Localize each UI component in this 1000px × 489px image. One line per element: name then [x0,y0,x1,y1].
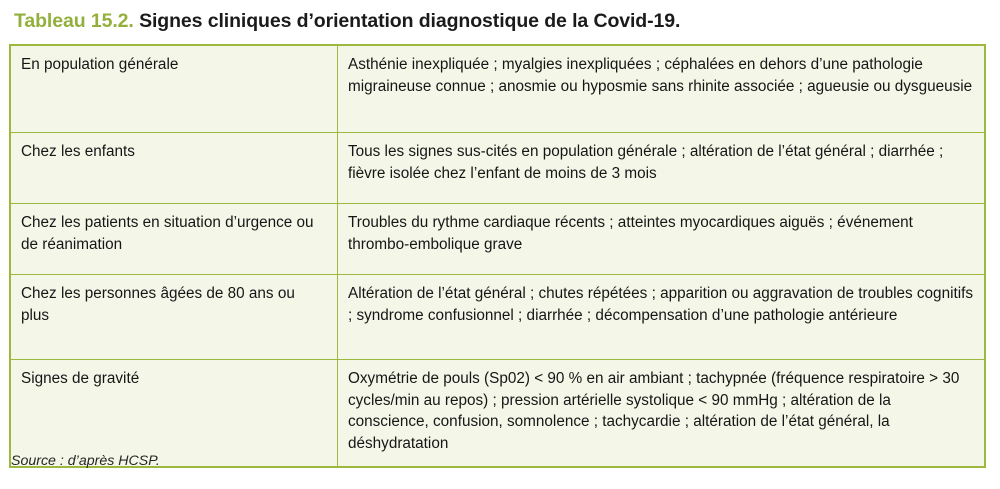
cell-category: Chez les patients en situation d’urgence ou de réanimation [10,204,338,275]
table-row [10,360,985,468]
table-row [10,133,985,204]
cell-signs: Tous les signes sus-cités en population générale ; altération de l’état général ; diarrhée ; fièvre isolée chez l’enfant de moins de 3 mois [338,133,986,204]
table-row [10,275,985,360]
cell-signs: Asthénie inexpliquée ; myalgies inexpliquées ; céphalées en dehors d’une pathologie migraineuse connue ; anosmie ou hyposmie sans rhinite associée ; agueusie ou dysgueusie [338,45,986,133]
cell-category: Chez les personnes âgées de 80 ans ou plus [10,275,338,360]
table-number-label: Tableau 15.2. [14,10,134,32]
clinical-signs-table-container [9,44,986,468]
table-row [10,45,985,133]
cell-signs: Oxymétrie de pouls (Sp02) < 90 % en air ambiant ; tachypnée (fréquence respiratoire > 30 cycles/min au repos) ; pression artérielle systolique < 90 mmHg ; altération de la conscience, confusion, somnolence ; tachycardie ; altération de l’état général, la déshydratation [338,360,986,468]
table-row [10,204,985,275]
source-note: Source : d’après HCSP. [11,453,160,469]
cell-category: Chez les enfants [10,133,338,204]
clinical-signs-table [9,44,986,468]
cell-signs: Altération de l’état général ; chutes répétées ; apparition ou aggravation de troubles cognitifs ; syndrome confusionnel ; diarrhée ; décompensation d’une pathologie antérieure [338,275,986,360]
table-title-text: Signes cliniques d’orientation diagnostique de la Covid-19. [139,10,681,32]
cell-category: En population générale [10,45,338,133]
cell-category: Signes de gravité [10,360,338,468]
table-caption [14,9,986,33]
cell-signs: Troubles du rythme cardiaque récents ; atteintes myocardiques aiguës ; événement thrombo-embolique grave [338,204,986,275]
